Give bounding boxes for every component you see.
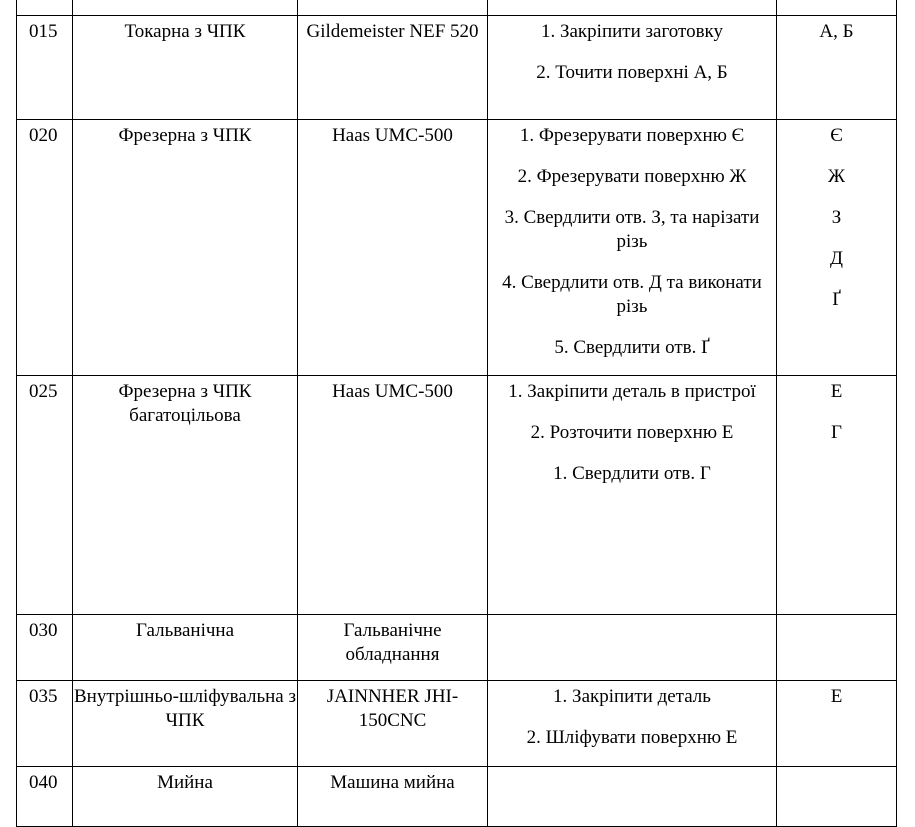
step-item: 1. Закріпити заготовку bbox=[540, 21, 723, 42]
surfaces-cell bbox=[777, 681, 897, 767]
step-item: 2. Розточити поверхню Е bbox=[530, 422, 734, 443]
table-row bbox=[17, 615, 897, 681]
surface-item: Е bbox=[830, 686, 843, 707]
surfaces-cell bbox=[777, 16, 897, 120]
step-item: 1. Фрезерувати поверхню Є bbox=[519, 125, 745, 146]
surface-item: Ж bbox=[827, 166, 846, 187]
operation-name-cell: Фрезерна з ЧПК багатоцільова bbox=[73, 376, 298, 615]
step-item: 1. Свердлити отв. Г bbox=[553, 463, 711, 484]
operation-number-cell: 025 bbox=[17, 376, 73, 615]
surface-item: Д bbox=[830, 248, 843, 269]
operation-name-cell: Фрезерна з ЧПК bbox=[73, 120, 298, 376]
surface-item: Ґ bbox=[832, 289, 841, 310]
step-item: 2. Шліфувати поверхню Е bbox=[526, 727, 738, 748]
operation-number-cell: 040 bbox=[17, 767, 73, 827]
surface-item: Є bbox=[830, 125, 843, 146]
operation-name-cell: Внутрішньо-шліфувальна з ЧПК bbox=[73, 681, 298, 767]
operation-number-cell: 035 bbox=[17, 681, 73, 767]
surface-item: А, Б bbox=[819, 21, 854, 42]
step-item: 1. Закріпити деталь в пристрої bbox=[508, 381, 756, 402]
operation-name-cell: Токарна з ЧПК bbox=[73, 16, 298, 120]
surfaces-cell bbox=[777, 615, 897, 681]
steps-cell bbox=[488, 681, 777, 767]
surfaces-cell bbox=[777, 767, 897, 827]
operation-number-cell: 015 bbox=[17, 16, 73, 120]
surfaces-cell bbox=[777, 376, 897, 615]
operation-name-cell: Гальванічна bbox=[73, 615, 298, 681]
step-item: 3. Свердлити отв. З, та нарізати різь bbox=[504, 207, 760, 252]
table-row bbox=[17, 120, 897, 376]
surfaces-cell bbox=[777, 120, 897, 376]
equipment-cell: Гальванічне обладнання bbox=[298, 615, 488, 681]
operation-name-cell: Мийна bbox=[73, 767, 298, 827]
equipment-cell: Машина мийна bbox=[298, 767, 488, 827]
steps-cell bbox=[488, 120, 777, 376]
equipment-cell: Haas UMC-500 bbox=[298, 120, 488, 376]
surface-item: З bbox=[831, 207, 842, 228]
step-item: 1. Закріпити деталь bbox=[553, 686, 711, 707]
table-row bbox=[17, 376, 897, 615]
equipment-cell: Gildemeister NEF 520 bbox=[298, 16, 488, 120]
equipment-cell: JAINNHER JHI-150CNC bbox=[298, 681, 488, 767]
table-row bbox=[17, 767, 897, 827]
step-item: 4. Свердлити отв. Д та виконати різь bbox=[502, 272, 762, 317]
step-item: 2. Точити поверхні А, Б bbox=[536, 62, 728, 83]
step-item: 5. Свердлити отв. Ґ bbox=[554, 337, 710, 358]
steps-cell bbox=[488, 615, 777, 681]
table-row-continuation bbox=[17, 0, 897, 16]
table-row bbox=[17, 16, 897, 120]
table-row bbox=[17, 681, 897, 767]
surface-item: Е bbox=[830, 381, 843, 402]
surface-item: Г bbox=[831, 422, 842, 443]
operation-number-cell: 030 bbox=[17, 615, 73, 681]
steps-cell bbox=[488, 16, 777, 120]
step-item: 2. Фрезерувати поверхню Ж bbox=[517, 166, 747, 187]
operation-number-cell: 020 bbox=[17, 120, 73, 376]
operations-table bbox=[16, 0, 897, 827]
equipment-cell: Haas UMC-500 bbox=[298, 376, 488, 615]
steps-cell bbox=[488, 767, 777, 827]
steps-cell bbox=[488, 376, 777, 615]
